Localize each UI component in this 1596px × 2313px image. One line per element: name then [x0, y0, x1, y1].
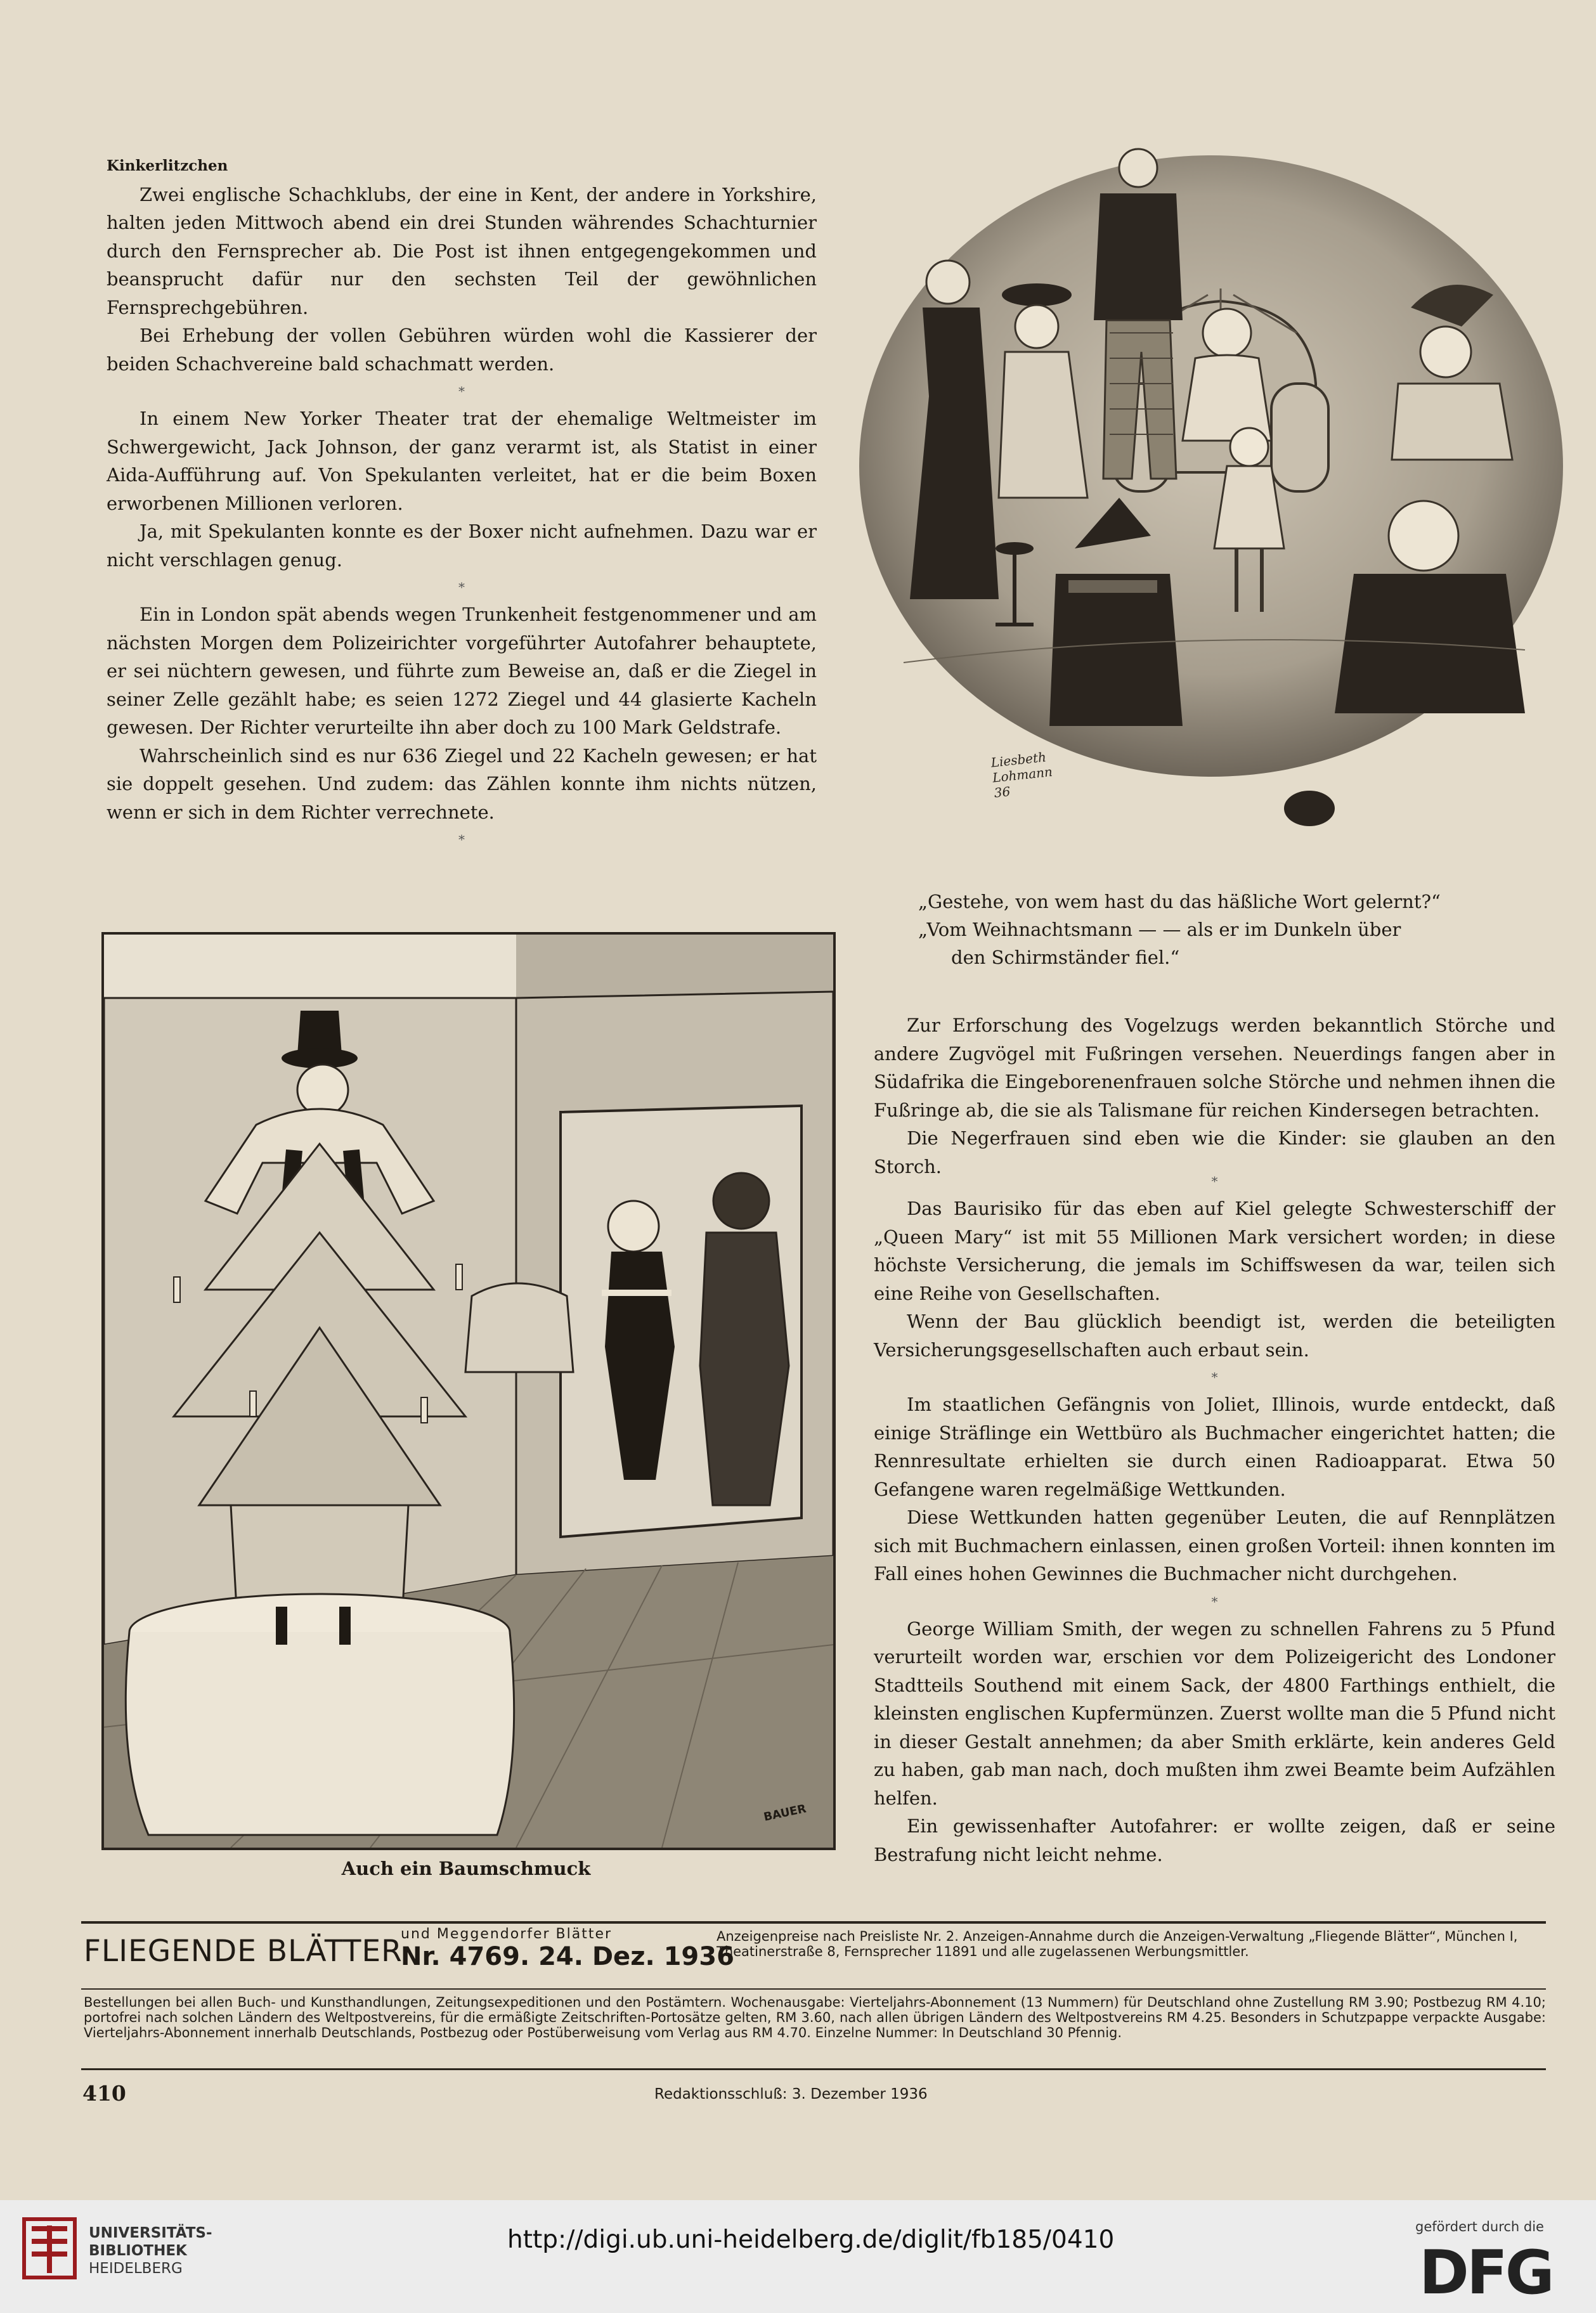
paragraph: Ja, mit Spekulanten konnte es der Boxer nicht aufnehmen. Dazu war er nicht verschlagen genug. [107, 521, 817, 571]
paragraph: Zwei englische Schachklubs, der eine in Kent, der andere in Yorkshire, halten jeden Mittwoch abend ein drei Stunden währendes Schachturnier durch den Fernsprecher ab. Die Post ist ihnen entgegengekommen und beansprucht dafür nur den sechsten Teil der gewöhnlichen Fernsprechgebühren. [107, 183, 817, 318]
artist-signature: Liesbeth Lohmann 36 [990, 749, 1053, 801]
paragraph: Wahrscheinlich sind es nur 636 Ziegel und 22 Kacheln gewesen; er hat sie doppelt gesehen. Und zudem: das Zählen konnte ihm nichts nützen, wenn er sich in dem Richter verrechnete. [107, 744, 817, 823]
family-cartoon-caption [918, 888, 1552, 971]
magazine-subtitle: und Meggendorfer Blätter [401, 1926, 613, 1942]
separator: * [1211, 1174, 1218, 1189]
paragraph: Das Baurisiko für das eben auf Kiel gelegte Schwesterschiff der „Queen Mary“ ist mit 55 Millionen Mark versichert worden; in diese höchste Versicherung, die jemals im Schiffswesen da war, teilen sich eine Reihe von Gesellschaften. [874, 1198, 1555, 1304]
library-logo-icon [18, 2213, 81, 2285]
caption-line: den Schirmständer fiel.“ [951, 947, 1180, 968]
separator: * [458, 384, 465, 399]
dfg-logo: DFG [1419, 2238, 1552, 2308]
magazine-title: FLIEGENDE BLÄTTER [84, 1934, 403, 1969]
paragraph: In einem New Yorker Theater trat der ehemalige Weltmeister im Schwergewicht, Jack Johnson, der ganz verarmt ist, als Statist in einer Aida-Aufführung auf. Von Spekulanten verleitet, hat er die beim Boxen erworbenen Millionen verloren. [107, 408, 817, 514]
issue-number: Nr. 4769. 24. Dez. 1936 [401, 1942, 734, 1971]
masthead-rule-mid [81, 1988, 1546, 1990]
paragraph: Wenn der Bau glücklich beendigt ist, werden die beteiligten Versicherungsgesellschaften auch erbaut sein. [874, 1311, 1555, 1361]
paragraph: Die Negerfrauen sind eben wie die Kinder: sie glauben an den Storch. [874, 1127, 1555, 1177]
separator: * [458, 832, 465, 847]
section-heading: Kinkerlitzchen [107, 157, 228, 174]
permalink-url[interactable]: http://digi.ub.uni-heidelberg.de/diglit/fb185/0410 [507, 2226, 1115, 2254]
separator: * [1211, 1593, 1218, 1609]
left-text-column [107, 152, 817, 853]
tree-costume-drawing [104, 935, 833, 1848]
separator: * [458, 580, 465, 595]
artist-signature: BAUER [762, 1802, 808, 1824]
page-number: 410 [82, 2081, 126, 2106]
subscription-info: Bestellungen bei allen Buch- und Kunsthandlungen, Zeitungsexpeditionen und den Postämtern. Wochenausgabe: Vierteljahrs-Abonnement (13 Nummern) für Deutschland ohne Zustellung RM 3.90; Postbezug RM 4.10; portofrei nach solchen Ländern des Weltpostvereins, für die ermäßigte Zeitschriften-Portosätze gelten, RM 3.60, nach allen übrigen Ländern des Weltpostvereins RM 4.25. Besonders in Schutzpappe verpackte Ausgabe: Vierteljahrs-Abonnement innerhalb Deutschlands, Postbezug oder Postüberweisung vom Verlag aus RM 4.70. Einzelne Nummer: In Deutschland 30 Pfennig. [84, 1995, 1546, 2040]
masthead-rule-top [81, 1921, 1546, 1924]
funding-label: gefördert durch die [1415, 2219, 1544, 2234]
library-name: UNIVERSITÄTS- BIBLIOTHEK HEIDELBERG [89, 2225, 212, 2277]
caption-line: „Gestehe, von wem hast du das häßliche Wort gelernt?“ [918, 891, 1441, 912]
issue-info [401, 1926, 734, 1971]
caption-line: „Vom Weihnachtsmann — — als er im Dunkeln über [918, 919, 1401, 940]
paragraph: Ein gewissenhafter Autofahrer: er wollte zeigen, daß er seine Bestrafung nicht leicht nehme. [874, 1815, 1555, 1865]
tree-cartoon-caption: Auch ein Baumschmuck [341, 1858, 591, 1879]
paragraph: George William Smith, der wegen zu schnellen Fahrens zu 5 Pfund verurteilt worden war, erschien vor dem Polizeigericht des Londoner Stadtteils Southend mit einem Sack, der 4800 Farthings enthielt, die kleinsten englischen Kupfermünzen. Zuerst wollte man die 5 Pfund nicht in dieser Gestalt annehmen; da aber Smith erklärte, kein anderes Geld zu haben, gab man nach, doch mußten ihm zwei Beamte beim Aufzählen helfen. [874, 1617, 1555, 1809]
paragraph: Zur Erforschung des Vogelzugs werden bekanntlich Störche und andere Zugvögel mit Fußringen versehen. Neuerdings fangen aber in Südafrika die Eingeborenenfrauen solche Störche und nehmen ihnen die Fußringe ab, die sie als Talismane für reichen Kindersegen betrachten. [874, 1014, 1555, 1121]
right-text-column [874, 1011, 1555, 1869]
digitization-footer [0, 2200, 1596, 2313]
editorial-deadline: Redaktionsschluß: 3. Dezember 1936 [654, 2086, 928, 2102]
family-cartoon [853, 143, 1573, 891]
paragraph: Ein in London spät abends wegen Trunkenheit festgenommener und am nächsten Morgen dem Polizeirichter vorgeführter Autofahrer behauptete, er sei nüchtern gewesen, und führte zum Beweise an, daß er die Ziegel in seiner Zelle gezählt habe; es seien 1272 Ziegel und 44 glasierte Kacheln gewesen. Der Richter verurteilte ihn aber doch zu 100 Mark Geldstrafe. [107, 604, 817, 738]
advertising-note: Anzeigenpreise nach Preisliste Nr. 2. Anzeigen-Annahme durch die Anzeigen-Verwaltung „Fliegende Blätter“, München I, Theatinerstraße 8, Fernsprecher 11891 und alle zugelassenen Werbungsmittler. [717, 1929, 1518, 1959]
tree-costume-cartoon [101, 932, 836, 1850]
masthead-rule-bottom [81, 2068, 1546, 2070]
family-cartoon-drawing [853, 143, 1573, 891]
paragraph: Diese Wettkunden hatten gegenüber Leuten, die auf Rennplätzen sich mit Buchmachern einlassen, einen großen Vorteil: ihnen konnten im Fall eines hohen Gewinnes die Buchmacher nicht durchgehen. [874, 1506, 1555, 1584]
paragraph: Bei Erhebung der vollen Gebühren würden wohl die Kassierer der beiden Schachvereine bald schachmatt werden. [107, 325, 817, 375]
paragraph: Im staatlichen Gefängnis von Joliet, Illinois, wurde entdeckt, daß einige Sträflinge ein Wettbüro als Buchmacher eingerichtet hatten; die Rennresultate erhielten sie durch einen Radioapparat. Etwa 50 Gefangene waren regelmäßige Wettkunden. [874, 1394, 1555, 1500]
separator: * [1211, 1370, 1218, 1385]
